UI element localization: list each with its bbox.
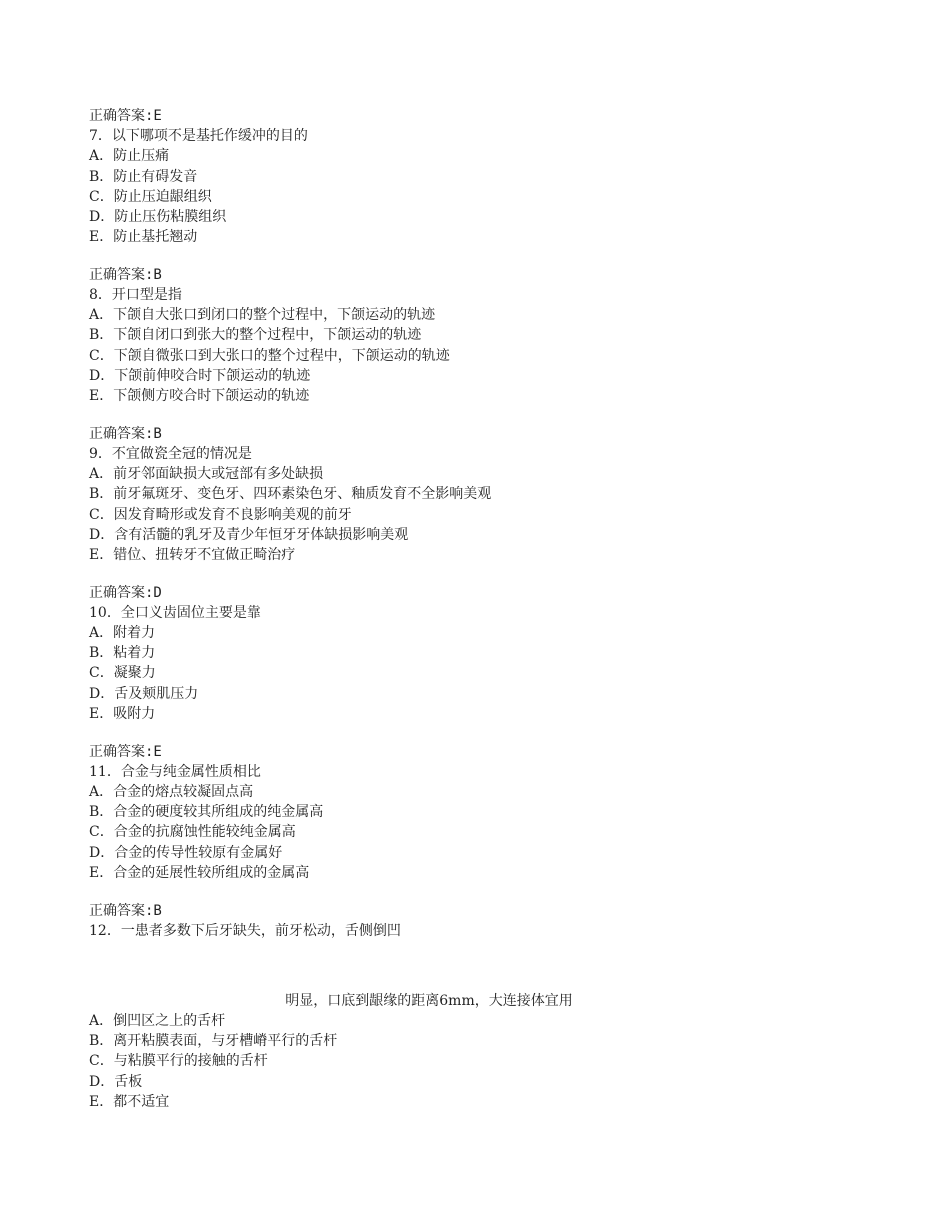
answer-line: 正确答案:D	[89, 584, 162, 601]
option-a: A．防止压痛	[89, 148, 170, 165]
option-a: A．合金的熔点较凝固点高	[89, 784, 254, 800]
option-d: D．舌板	[89, 1073, 143, 1090]
question-stem: 12．一患者多数下后牙缺失，前牙松动，舌侧倒凹	[89, 922, 401, 939]
spacer	[89, 406, 869, 424]
option-e: E．下颌侧方咬合时下颌运动的轨迹	[89, 388, 310, 405]
question-stem: 9．不宜做瓷全冠的情况是	[89, 446, 252, 462]
option-e: E．错位、扭转牙不宜做正畸治疗	[89, 546, 296, 563]
option-e: E．防止基托翘动	[89, 229, 198, 246]
question-list	[89, 106, 869, 1112]
option-a: A．下颌自大张口到闭口的整个过程中，下颌运动的轨迹	[89, 307, 436, 324]
option-b: B．防止有碍发音	[89, 168, 198, 185]
option-d: D．下颌前伸咬合时下颌运动的轨迹	[89, 367, 311, 384]
option-c: C．因发育畸形或发育不良影响美观的前牙	[89, 506, 352, 523]
answer-line: 正确答案:E	[89, 743, 162, 760]
option-c: C．防止压迫龈组织	[89, 188, 212, 205]
spacer	[89, 883, 869, 901]
option-a: A．倒凹区之上的舌杆	[89, 1013, 226, 1030]
option-b: B．下颌自闭口到张大的整个过程中，下颌运动的轨迹	[89, 327, 422, 344]
question-stem: 7．以下哪项不是基托作缓冲的目的	[89, 128, 308, 145]
option-e: E．吸附力	[89, 705, 156, 722]
spacer	[89, 941, 869, 991]
option-d: D．合金的传导性较原有金属好	[89, 844, 283, 861]
spacer	[89, 565, 869, 583]
option-e: E．合金的延展性较所组成的金属高	[89, 864, 310, 881]
answer-line: 正确答案:B	[89, 902, 162, 919]
option-b: B．前牙氟斑牙、变色牙、四环素染色牙、釉质发育不全影响美观	[89, 486, 492, 503]
option-d: D．舌及颊肌压力	[89, 685, 199, 702]
option-c: C．与粘膜平行的接触的舌杆	[89, 1053, 268, 1070]
option-b: B．粘着力	[89, 645, 156, 662]
option-a: A．前牙邻面缺损大或冠部有多处缺损	[89, 466, 324, 483]
option-d: D．防止压伤粘膜组织	[89, 208, 227, 225]
question-stem: 8．开口型是指	[89, 287, 182, 304]
option-d: D．含有活髓的乳牙及青少年恒牙牙体缺损影响美观	[89, 526, 409, 543]
question-stem-continued: 明显，口底到龈缘的距离6mm，大连接体宜用	[285, 992, 573, 1009]
option-c: C．下颌自微张口到大张口的整个过程中，下颌运动的轨迹	[89, 347, 450, 364]
option-e: E．都不适宜	[89, 1093, 170, 1110]
spacer	[89, 247, 869, 265]
option-c: C．合金的抗腐蚀性能较纯金属高	[89, 824, 296, 841]
question-stem: 10．全口义齿固位主要是靠	[89, 604, 261, 621]
answer-line: 正确答案:E	[89, 108, 162, 124]
answer-line: 正确答案:B	[89, 425, 162, 442]
option-b: B．离开粘膜表面，与牙槽嵴平行的舌杆	[89, 1033, 338, 1050]
answer-line: 正确答案:B	[89, 266, 162, 283]
option-c: C．凝聚力	[89, 665, 156, 682]
spacer	[89, 724, 869, 742]
option-b: B．合金的硬度较其所组成的纯金属高	[89, 804, 324, 821]
question-stem: 11．合金与纯金属性质相比	[89, 763, 261, 780]
option-a: A．附着力	[89, 625, 156, 642]
